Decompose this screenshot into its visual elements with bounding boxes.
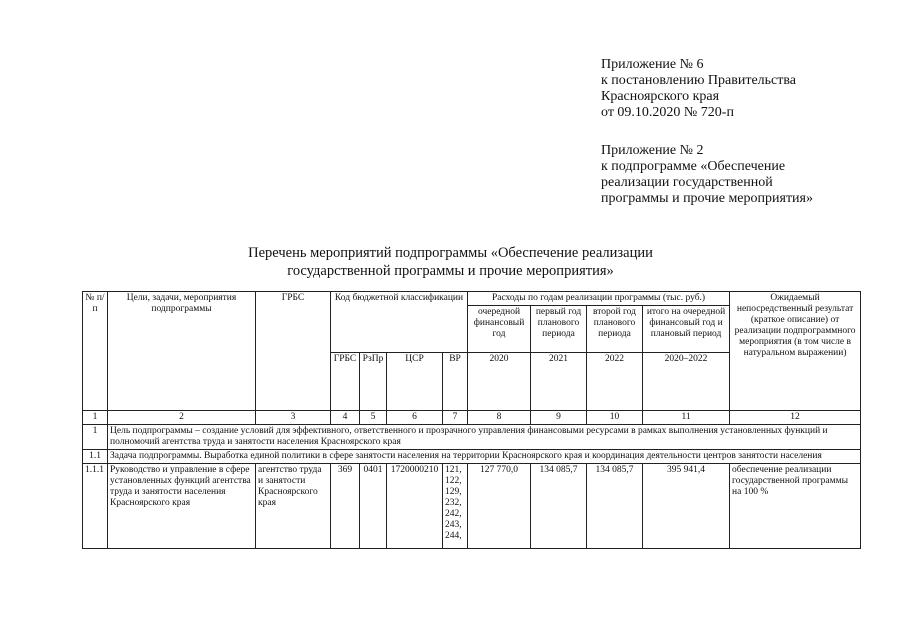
- column-number: 5: [360, 411, 387, 425]
- column-numbers-row: [83, 411, 861, 425]
- goal-row: [83, 425, 861, 450]
- activity-result: обеспечение реализации государственной программы на 100 %: [730, 464, 861, 549]
- header-year-2022: 2022: [587, 353, 643, 411]
- column-number: 6: [387, 411, 443, 425]
- document-title-line: Перечень мероприятий подпрограммы «Обеспечение реализации: [248, 245, 653, 261]
- header-expenses: Расходы по годам реализации программы (тыс. руб.): [468, 292, 730, 306]
- task-text: Задача подпрограммы. Выработка единой политики в сфере занятости населения на территории Красноярского края и координация деятельности центров занятости населения: [108, 450, 861, 464]
- column-number: 2: [108, 411, 256, 425]
- column-number: 11: [643, 411, 730, 425]
- header-goals: Цели, задачи, мероприятия подпрограммы: [108, 292, 256, 411]
- activity-csr: 1720000210: [387, 464, 443, 549]
- header-grbs: ГРБС: [256, 292, 331, 411]
- appendix-6-block: [601, 57, 796, 121]
- appendix-2-line: к подпрограмме «Обеспечение: [601, 159, 786, 174]
- activity-vr: 121, 122, 129, 232, 242, 243, 244,: [443, 464, 468, 549]
- header-sub-grbs: ГРБС: [331, 353, 360, 411]
- header-sub-vr: ВР: [443, 353, 468, 411]
- header-first-year: первый год планового периода: [531, 306, 587, 353]
- goal-text: Цель подпрограммы – создание условий для эффективного, ответственного и прозрачного управления финансовыми ресурсами в рамках выполнения установленных функций и полномочий агентства труда и занятости населения Красноярского края: [108, 425, 861, 450]
- goal-num: 1: [83, 425, 108, 450]
- appendix-2-line: программы и прочие мероприятия»: [601, 191, 813, 206]
- column-number: 8: [468, 411, 531, 425]
- column-number: 12: [730, 411, 861, 425]
- document-title: [0, 244, 901, 280]
- activity-2020: 127 770,0: [468, 464, 531, 549]
- column-number: 1: [83, 411, 108, 425]
- activity-name: Руководство и управление в сфере установленных функций агентства труда и занятости населения Красноярского края: [108, 464, 256, 549]
- header-sub-rzpr: РзПр: [360, 353, 387, 411]
- activity-grbs-name: агентство труда и занятости Красноярского края: [256, 464, 331, 549]
- header-year-range: 2020–2022: [643, 353, 730, 411]
- header-year-2020: 2020: [468, 353, 531, 411]
- activity-num: 1.1.1: [83, 464, 108, 549]
- activity-row: [83, 464, 861, 549]
- header-total: итого на очередной финансовый год и плановый период: [643, 306, 730, 353]
- task-num: 1.1: [83, 450, 108, 464]
- appendix-6-line: к постановлению Правительства: [601, 73, 797, 88]
- header-row: [83, 292, 861, 306]
- column-number: 10: [587, 411, 643, 425]
- appendix-6-line: Приложение № 6: [601, 57, 704, 72]
- activity-total: 395 941,4: [643, 464, 730, 549]
- activities-table: [82, 291, 861, 549]
- activity-2021: 134 085,7: [531, 464, 587, 549]
- header-budget-code: Код бюджетной классификации: [331, 292, 468, 353]
- appendix-6-line: от 09.10.2020 № 720-п: [601, 105, 734, 120]
- header-num: № п/п: [83, 292, 108, 411]
- header-next-year: очередной финансовый год: [468, 306, 531, 353]
- header-sub-csr: ЦСР: [387, 353, 443, 411]
- activity-rzpr: 0401: [360, 464, 387, 549]
- appendix-2-line: Приложение № 2: [601, 143, 704, 158]
- header-year-2021: 2021: [531, 353, 587, 411]
- column-number: 4: [331, 411, 360, 425]
- document-title-line: государственной программы и прочие мероприятия»: [287, 263, 614, 279]
- column-number: 3: [256, 411, 331, 425]
- header-result: Ожидаемый непосредственный результат (краткое описание) от реализации подпрограммного мероприятия (в том числе в натуральном выражении): [730, 292, 861, 411]
- activity-grbs: 369: [331, 464, 360, 549]
- column-number: 7: [443, 411, 468, 425]
- appendix-6-line: Красноярского края: [601, 89, 720, 104]
- column-number: 9: [531, 411, 587, 425]
- appendix-2-line: реализации государственной: [601, 175, 773, 190]
- appendix-2-block: [601, 143, 813, 207]
- header-second-year: второй год планового периода: [587, 306, 643, 353]
- activity-2022: 134 085,7: [587, 464, 643, 549]
- task-row: [83, 450, 861, 464]
